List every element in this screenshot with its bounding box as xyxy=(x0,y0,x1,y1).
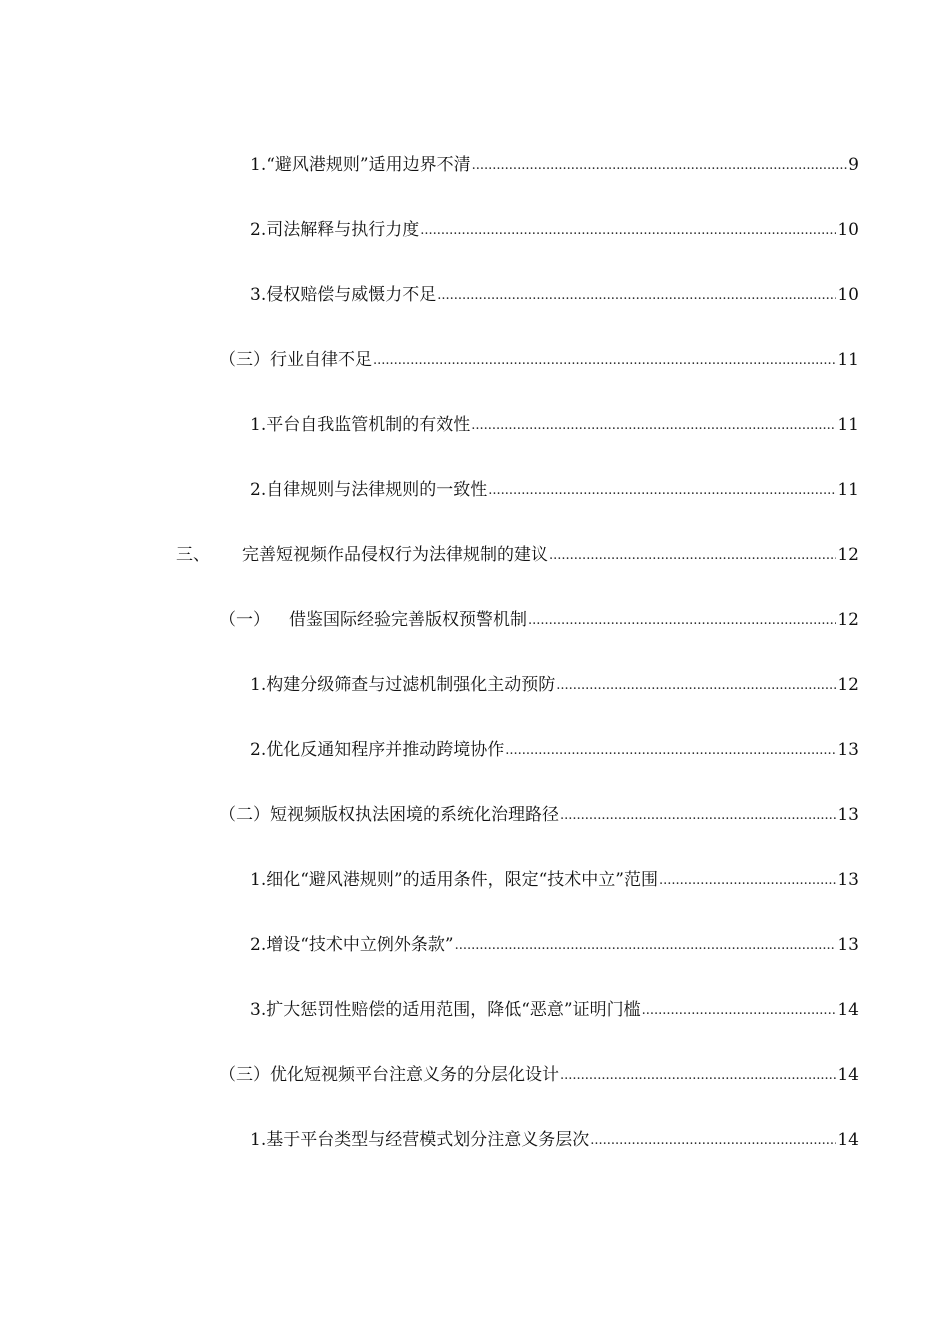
toc-entry-title: 1.“避风港规则”适用边界不清 xyxy=(250,155,471,175)
toc-entry-title: 1.平台自我监管机制的有效性 xyxy=(250,415,471,435)
toc-page-number: 14 xyxy=(837,1065,859,1085)
toc-entry[interactable] xyxy=(250,408,859,436)
toc-entry-title: 2.优化反通知程序并推动跨境协作 xyxy=(250,740,505,760)
toc-entry[interactable] xyxy=(219,798,859,826)
toc-entry[interactable] xyxy=(250,213,859,241)
toc-dot-leader xyxy=(590,1129,836,1151)
toc-dot-leader xyxy=(642,999,837,1021)
toc-section-number: （一） xyxy=(219,610,270,630)
toc-dot-leader xyxy=(505,739,836,761)
toc-dot-leader xyxy=(556,674,836,696)
toc-entry[interactable] xyxy=(250,1123,859,1151)
toc-entry[interactable] xyxy=(219,1058,859,1086)
toc-entry[interactable] xyxy=(250,928,859,956)
toc-page-number: 13 xyxy=(837,740,859,760)
toc-page-number: 14 xyxy=(837,1130,859,1150)
toc-dot-leader xyxy=(488,479,836,501)
toc-page-number: 13 xyxy=(837,870,859,890)
toc-dot-leader xyxy=(472,154,848,176)
toc-page-number: 11 xyxy=(837,480,859,500)
toc-entry-title: （三）优化短视频平台注意义务的分层化设计 xyxy=(219,1065,559,1085)
toc-entry[interactable] xyxy=(250,148,859,176)
toc-dot-leader xyxy=(659,869,836,891)
toc-page-number: 10 xyxy=(837,220,859,240)
toc-entry-title: （三）行业自律不足 xyxy=(219,350,372,370)
toc-page-number: 10 xyxy=(837,285,859,305)
toc-entry-title: 2.增设“技术中立例外条款” xyxy=(250,935,454,955)
toc-entry[interactable] xyxy=(250,668,859,696)
toc-dot-leader xyxy=(437,284,836,306)
toc-page-number: 12 xyxy=(837,675,859,695)
toc-entry[interactable] xyxy=(250,993,859,1021)
toc-entry-title: （二）短视频版权执法困境的系统化治理路径 xyxy=(219,805,559,825)
toc-entry[interactable] xyxy=(250,278,859,306)
toc-entry-title: 1.细化“避风港规则”的适用条件，限定“技术中立”范围 xyxy=(250,870,658,890)
toc-entry-title: 3.侵权赔偿与威慑力不足 xyxy=(250,285,437,305)
toc-page-number: 11 xyxy=(837,350,859,370)
toc-page-number: 12 xyxy=(837,610,859,630)
toc-entry-title: 2.司法解释与执行力度 xyxy=(250,220,420,240)
toc-page-number: 11 xyxy=(837,415,859,435)
toc-entry-title: 完善短视频作品侵权行为法律规制的建议 xyxy=(242,545,548,565)
toc-entry-title: 3.扩大惩罚性赔偿的适用范围，降低“恶意”证明门槛 xyxy=(250,1000,641,1020)
toc-entry[interactable] xyxy=(219,343,859,371)
toc-dot-leader xyxy=(420,219,836,241)
toc-entry[interactable] xyxy=(176,538,859,566)
toc-entry-title: 2.自律规则与法律规则的一致性 xyxy=(250,480,488,500)
toc-dot-leader xyxy=(455,934,837,956)
toc-entry-title: 借鉴国际经验完善版权预警机制 xyxy=(289,610,527,630)
toc-dot-leader xyxy=(373,349,836,371)
toc-page-number: 13 xyxy=(837,935,859,955)
toc-page-number: 12 xyxy=(837,545,859,565)
toc-page-number: 13 xyxy=(837,805,859,825)
toc-entry-title: 1.基于平台类型与经营模式划分注意义务层次 xyxy=(250,1130,590,1150)
toc-entry[interactable] xyxy=(219,603,859,631)
toc-dot-leader xyxy=(528,609,836,631)
toc-entry[interactable] xyxy=(250,733,859,761)
toc-page-number: 14 xyxy=(837,1000,859,1020)
toc-section-number: 三、 xyxy=(176,545,210,565)
toc-dot-leader xyxy=(471,414,836,436)
toc-dot-leader xyxy=(560,1064,836,1086)
toc-page-number: 9 xyxy=(848,155,859,175)
toc-entry-title: 1.构建分级筛查与过滤机制强化主动预防 xyxy=(250,675,556,695)
toc-dot-leader xyxy=(549,544,836,566)
toc-entry[interactable] xyxy=(250,473,859,501)
toc-dot-leader xyxy=(560,804,836,826)
toc-entry[interactable] xyxy=(250,863,859,891)
